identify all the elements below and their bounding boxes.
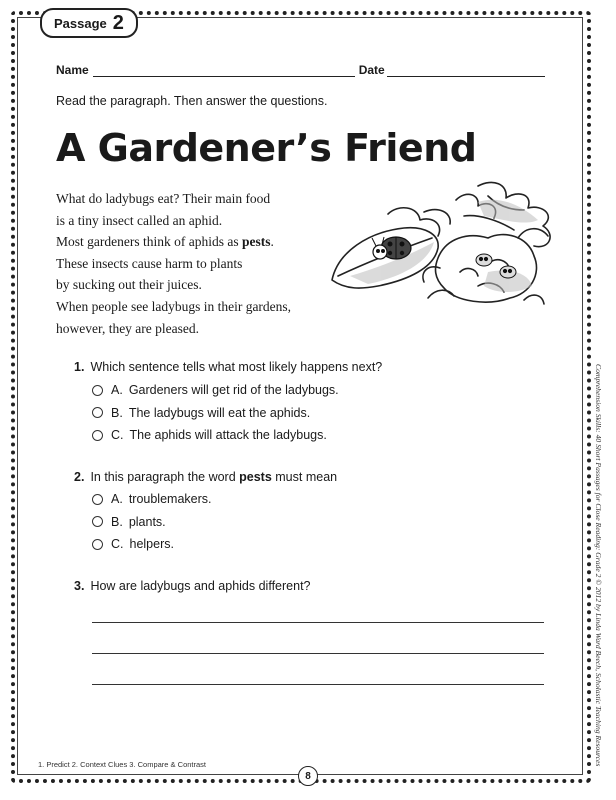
option-text: plants. — [128, 514, 166, 529]
question-1 — [74, 360, 382, 374]
date-field[interactable] — [387, 64, 545, 77]
option-text: troublemakers. — [128, 492, 212, 507]
question-text-end: must mean — [271, 470, 338, 484]
ladybug-on-leaves-icon — [328, 176, 566, 312]
answer-line[interactable] — [92, 622, 544, 623]
option-text: The aphids will attack the ladybugs. — [129, 428, 327, 443]
instructions: Read the paragraph. Then answer the questions. — [56, 94, 328, 108]
paragraph-line — [56, 231, 326, 253]
bold-suffix: . — [270, 234, 274, 250]
option-letter: C. — [111, 537, 124, 552]
name-date-row — [56, 63, 546, 77]
answer-line[interactable] — [92, 684, 544, 685]
question-text: Which sentence tells what most likely happens next? — [90, 360, 383, 374]
date-label: Date — [358, 63, 385, 77]
radio-button[interactable] — [92, 516, 103, 527]
page-title: A Gardener’s Friend — [56, 126, 477, 170]
passage-tab — [40, 8, 138, 38]
paragraph-line-text: Most gardeners think of aphids as — [56, 234, 242, 250]
radio-button[interactable] — [92, 385, 103, 396]
name-field[interactable] — [93, 64, 355, 77]
question-number: 2. — [74, 470, 85, 484]
option-letter: B. — [111, 514, 123, 529]
footer-skills: 1. Predict 2. Context Clues 3. Compare & Contrast — [38, 760, 206, 769]
paragraph-line: These insects cause harm to plants — [56, 255, 243, 271]
option-1c[interactable] — [92, 424, 339, 447]
radio-button[interactable] — [92, 407, 103, 418]
passage-label: Passage — [54, 15, 107, 31]
question-number: 3. — [74, 579, 85, 593]
question-2-options — [92, 488, 212, 556]
page-number: 8 — [298, 766, 318, 786]
radio-button[interactable] — [92, 430, 103, 441]
bold-word-pests: pests — [241, 234, 271, 250]
question-3 — [74, 579, 311, 593]
option-2b[interactable] — [92, 511, 212, 534]
option-2a[interactable] — [92, 488, 212, 511]
radio-button[interactable] — [92, 494, 103, 505]
question-bold-word: pests — [239, 470, 272, 484]
side-credit — [592, 364, 604, 784]
option-1b[interactable] — [92, 402, 339, 425]
paragraph-line: by sucking out their juices. — [56, 277, 202, 293]
option-text: helpers. — [129, 537, 174, 552]
passage-paragraph — [56, 188, 326, 339]
option-letter: C. — [111, 428, 124, 443]
paragraph-line: When people see ladybugs in their gardens, — [56, 298, 292, 314]
paragraph-line: is a tiny insect called an aphid. — [56, 212, 223, 228]
radio-button[interactable] — [92, 539, 103, 550]
option-letter: A. — [111, 492, 123, 507]
answer-line[interactable] — [92, 653, 544, 654]
question-text: In this paragraph the word — [90, 470, 240, 484]
name-label: Name — [56, 63, 89, 77]
question-2 — [74, 470, 337, 484]
option-text: Gardeners will get rid of the ladybugs. — [128, 383, 339, 398]
question-number: 1. — [74, 360, 85, 374]
paragraph-line: What do ladybugs eat? Their main food — [56, 191, 271, 206]
question-text: How are ladybugs and aphids different? — [90, 579, 311, 593]
option-1a[interactable] — [92, 379, 339, 402]
side-credit-text: Comprehension Skills: 40 Short Passages for Close Reading: Grade 2 © 2012 by Linda Ward Beech, Scholastic Teaching Resources — [594, 364, 603, 767]
passage-number: 2 — [112, 12, 124, 34]
question-1-options — [92, 379, 339, 447]
option-text: The ladybugs will eat the aphids. — [128, 405, 311, 420]
option-2c[interactable] — [92, 533, 212, 556]
paragraph-line: however, they are pleased. — [56, 320, 200, 336]
option-letter: A. — [111, 383, 123, 398]
option-letter: B. — [111, 405, 123, 420]
